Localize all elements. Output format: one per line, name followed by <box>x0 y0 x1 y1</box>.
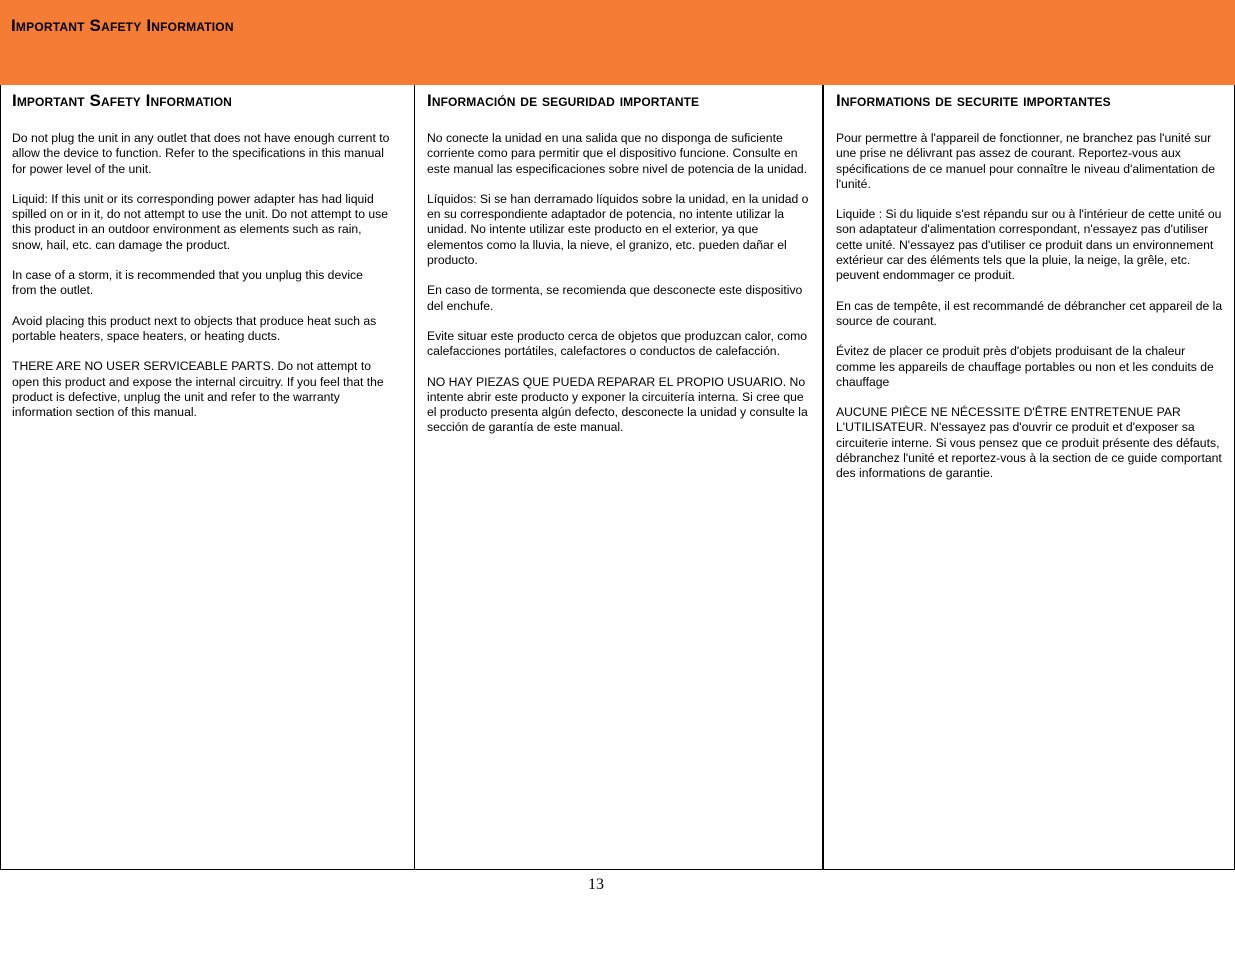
english-paragraph: In case of a storm, it is recommended that you unplug this device from the outlet. <box>12 268 363 298</box>
french-column <box>822 85 1235 870</box>
english-paragraph: Liquid: If this unit or its corresponding power adapter has had liquid spilled on or in it, do not attempt to use the unit. Do not attempt to use this product in an outdoor environment as elements such as rain, snow, hail, etc. can damage the product. <box>12 191 389 252</box>
spanish-column <box>414 85 823 870</box>
french-heading: Informations de securite importantes <box>836 91 1111 110</box>
english-paragraphs <box>12 131 390 435</box>
spanish-paragraph: No conecte la unidad en una salida que no disponga de suficiente corriente como para permitir que el dispositivo funcione. Consulte en este manual las especificaciones sobre nivel de potencia de la unidad. <box>427 131 808 176</box>
french-paragraph: En cas de tempête, il est recommandé de débrancher cet appareil de la source de courant. <box>836 298 1223 328</box>
english-paragraph: Avoid placing this product next to objects that produce heat such as portable heaters, space heaters, or heating ducts. <box>12 313 377 343</box>
page-number: 13 <box>588 876 604 893</box>
header-banner <box>0 0 1235 85</box>
page-title: Important Safety Information <box>11 16 234 35</box>
english-heading: Important Safety Information <box>12 91 232 110</box>
spanish-paragraph: NO HAY PIEZAS QUE PUEDA REPARAR EL PROPIO USUARIO. No intente abrir este producto y exponer la circuitería interna. Si cree que el producto presenta algún defecto, desconecte la unidad y consulte la sección de garantía de este manual. <box>427 374 808 435</box>
french-paragraphs <box>836 131 1228 497</box>
english-paragraph: THERE ARE NO USER SERVICEABLE PARTS. Do not attempt to open this product and expose the internal circuitry. If you feel that the product is defective, unplug the unit and refer to the warranty information section of this manual. <box>12 359 384 420</box>
french-paragraph: AUCUNE PIÈCE NE NÉCESSITE D'ÊTRE ENTRETENUE PAR L'UTILISATEUR. N'essayez pas d'ouvrir ce produit et d'exposer sa circuiterie interne. Si vous pensez que ce produit présente des défauts, débranchez l'unité et reportez-vous à la section de ce guide comportant des informations de garantie. <box>836 405 1222 481</box>
english-column <box>0 85 414 870</box>
spanish-heading: Información de seguridad importante <box>427 91 700 110</box>
french-paragraph: Liquide : Si du liquide s'est répandu sur ou à l'intérieur de cette unité ou son adaptateur d'alimentation correspondant, n'essayez pas d'utiliser cette unité. N'essayez pas d'utiliser ce produit dans un environnement extérieur car des éléments tels que la pluie, la neige, la grêle, etc. peuvent endommager ce produit. <box>836 207 1222 283</box>
spanish-paragraph: En caso de tormenta, se recomienda que desconecte este dispositivo del enchufe. <box>427 283 803 313</box>
french-paragraph: Évitez de placer ce produit près d'objets produisant de la chaleur comme les appareils de chauffage portables ou non et les conduits de chauffage <box>836 344 1214 389</box>
spanish-paragraph: Evite situar este producto cerca de objetos que produzcan calor, como calefacciones portátiles, calefactores o conductos de calefacción. <box>427 328 808 359</box>
spanish-paragraph: Líquidos: Si se han derramado líquidos sobre la unidad, en la unidad o en su correspondiente adaptador de potencia, no intente utilizar la unidad. No intente utilizar este producto en el exterior, ya que elementos como la lluvia, la nieve, el granizo, etc. pueden dañar el producto. <box>427 191 809 268</box>
content-columns <box>0 85 1235 870</box>
english-paragraph: Do not plug the unit in any outlet that does not have enough current to allow the device to function. Refer to the specifications in this manual for power level of the unit. <box>12 131 390 176</box>
spanish-paragraphs <box>427 131 812 451</box>
french-paragraph: Pour permettre à l'appareil de fonctionner, ne branchez pas l'unité sur une prise ne délivrant pas assez de courant. Reportez-vous aux spécifications de ce manuel pour connaître le niveau d'alimentation de l'unité. <box>836 131 1216 191</box>
